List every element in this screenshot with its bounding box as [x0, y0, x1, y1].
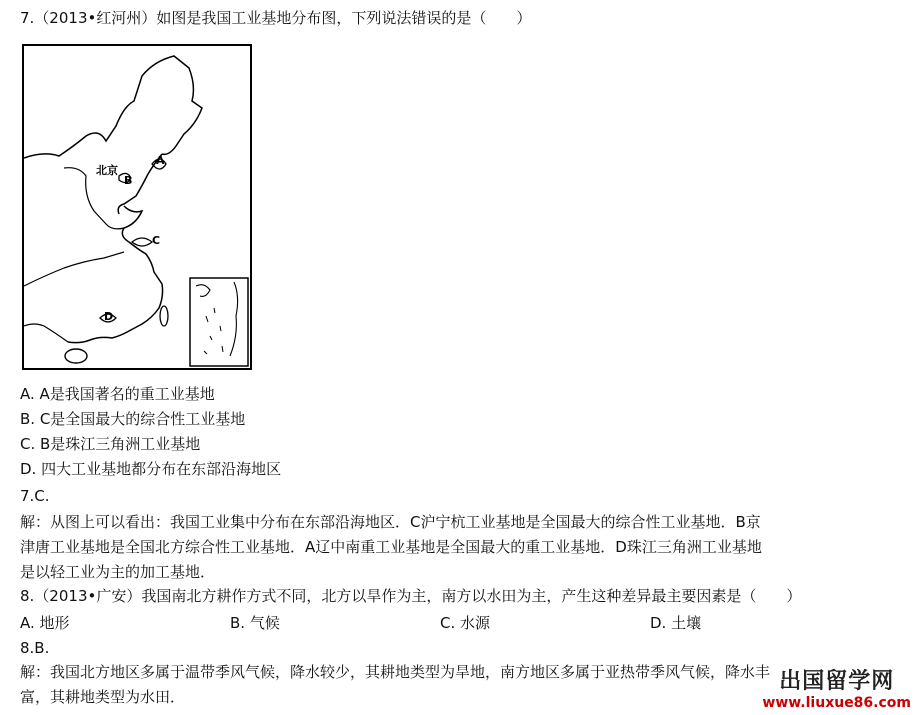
- q8-option-b: B. 气候: [230, 614, 280, 632]
- q7-explanation-line-1: 解：从图上可以看出：我国工业集中分布在东部沿海地区．C沪宁杭工业基地是全国最大的综合性工业基地．B京: [20, 513, 761, 531]
- q7-answer: 7.C.: [20, 487, 50, 505]
- industrial-base-map: [22, 44, 252, 370]
- q7-explanation-line-2: 津唐工业基地是全国北方综合性工业基地．A辽中南重工业基地是全国最大的重工业基地．D珠江三角洲工业基地: [20, 538, 762, 556]
- q8-explanation-line-2: 富，其耕地类型为水田．: [20, 688, 186, 706]
- q7-option-b: B. C是全国最大的综合性工业基地: [20, 410, 246, 428]
- map-label-c: C: [152, 234, 161, 247]
- q7-option-d: D. 四大工业基地都分布在东部沿海地区: [20, 460, 282, 478]
- question-7-title: 7.（2013•红河州）如图是我国工业基地分布图，下列说法错误的是（ ）: [20, 9, 532, 27]
- q8-option-a: A. 地形: [20, 614, 70, 632]
- q8-option-c: C. 水源: [440, 614, 491, 632]
- q8-answer: 8.B.: [20, 639, 50, 657]
- china-coast-map-drawing: [24, 46, 250, 368]
- q8-options: [20, 612, 900, 632]
- map-label-a: A: [156, 154, 165, 167]
- q8-option-d: D. 土壤: [650, 614, 702, 632]
- question-8-title: 8.（2013•广安）我国南北方耕作方式不同，北方以旱作为主，南方以水田为主，产生这种差异最主要因素是（ ）: [20, 587, 802, 605]
- q7-option-a: A. A是我国著名的重工业基地: [20, 385, 215, 403]
- site-watermark: [762, 664, 911, 711]
- q7-explanation-line-3: 是以轻工业为主的加工基地．: [20, 563, 216, 581]
- map-label-b: B: [124, 174, 133, 187]
- q8-explanation-line-1: 解：我国北方地区多属于温带季风气候，降水较少，其耕地类型为旱地，南方地区多属于亚热带季风气候，降水丰: [20, 663, 771, 681]
- map-label-d: D: [104, 310, 114, 323]
- watermark-title: 出国留学网: [779, 669, 895, 694]
- watermark-url: www.liuxue86.com: [762, 695, 911, 711]
- map-label-beijing: 北京: [96, 164, 118, 177]
- q7-option-c: C. B是珠江三角洲工业基地: [20, 435, 201, 453]
